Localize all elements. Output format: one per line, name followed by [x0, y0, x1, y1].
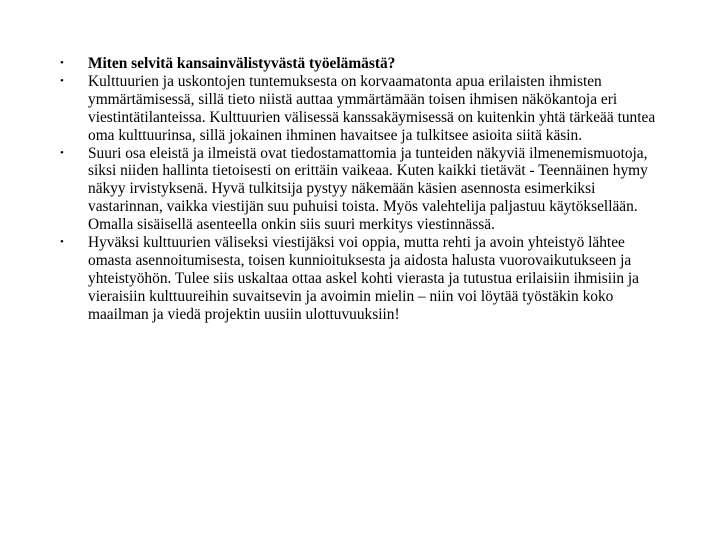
bullet-text-cultures: Kulttuurien ja uskontojen tuntemuksesta on korvaamatonta apua erilaisten ihmisten ymmärtämisessä, sillä tieto niistä auttaa ymmärtämään toisen ihmisen näkökantoja eri viestintätilanteissa. Kulttuurien välisessä kanssakäymisessä on kuitenkin yhtä tärkeää tuntea oma kulttuurinsa, sillä jokainen ihminen havaitsee ja tulkitsee asioita siitä käsin. [88, 72, 656, 144]
bullet-text-gestures: Suuri osa eleistä ja ilmeistä ovat tiedostamattomia ja tunteiden näkyviä ilmenemismuotoja, siksi niiden hallinta tietoisesti on erittäin vaikeaa. Kuten kaikki tietävät - Teennäinen hymy näkyy irvistyksenä. Hyvä tulkitsija pystyy näkemään käsien asennosta esimerkiksi vastarinnan, vaikka viestijän suu puhuisi toista. Myös valehtelija paljastuu käytöksellään. Omalla sisäisellä asenteella onkin siis suuri merkitys viestinnässä. [88, 144, 648, 234]
bullet-item-gestures [60, 145, 670, 235]
bullet-item-cultures [60, 73, 670, 145]
bullet-marker: • [60, 236, 64, 249]
bullet-item-communicator [60, 234, 670, 324]
bullet-text-heading: Miten selvitä kansainvälistyvästä työelämästä? [88, 55, 396, 72]
bullet-marker: • [60, 57, 64, 69]
bullet-text-communicator: Hyväksi kulttuurien väliseksi viestijäksi voi oppia, mutta rehti ja avoin yhteistyö lähtee omasta asennoitumisesta, toisen kunnioituksesta ja aidosta halusta vuorovaikutukseen ja yhteistyöhön. Tulee siis uskaltaa ottaa askel kohti vierasta ja tutustua erilaisiin ihmisiin ja vieraisiin kulttuureihin suvaitsevin ja avoimin mielin – niin voi löytää työstäkin koko maailman ja viedä projektin uusiin ulottuvuuksiin! [88, 234, 639, 323]
bullet-item-heading [60, 55, 670, 73]
bullet-marker: • [60, 146, 64, 159]
bullet-marker: • [60, 74, 64, 87]
bullet-list [60, 55, 670, 324]
